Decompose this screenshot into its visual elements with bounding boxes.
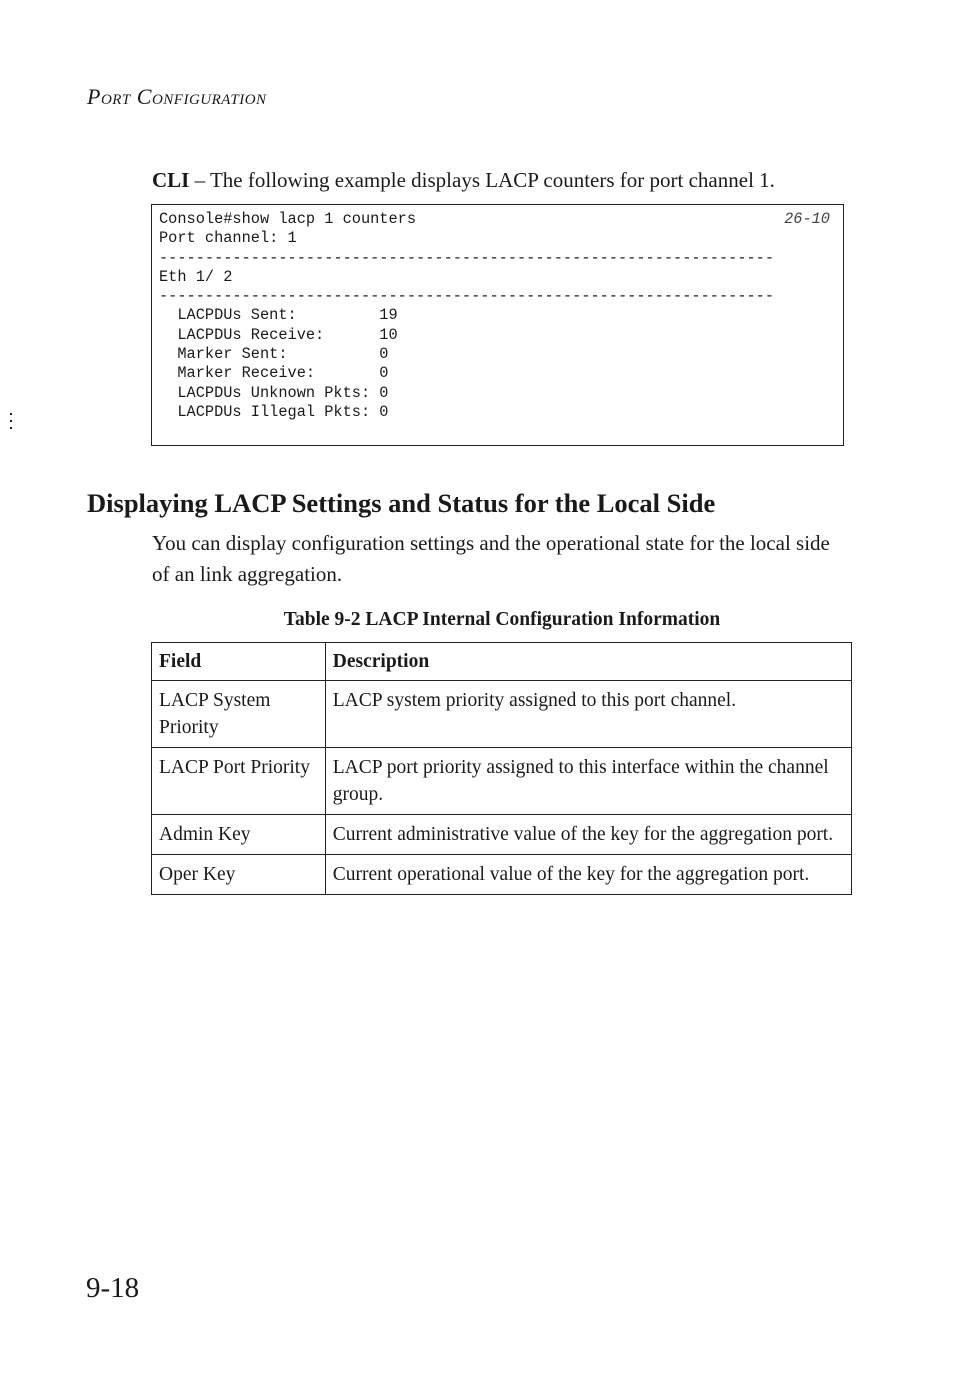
row-field: LACP System Priority — [152, 681, 326, 748]
header-field: Field — [152, 643, 326, 681]
page-number: 9-18 — [86, 1272, 140, 1304]
row-field: Admin Key — [152, 815, 326, 855]
row-description: Current administrative value of the key for the aggregation port. — [325, 815, 851, 855]
code-reference: 26-10 — [784, 210, 830, 228]
cli-label: CLI — [152, 168, 190, 192]
table-row — [152, 681, 852, 748]
code-example-box — [151, 204, 844, 446]
header-description: Description — [325, 643, 851, 681]
row-field: LACP Port Priority — [152, 748, 326, 815]
row-description: Current operational value of the key for the aggregation port. — [325, 855, 851, 895]
vertical-ellipsis-icon — [10, 413, 14, 434]
table-row — [152, 748, 852, 815]
section-paragraph: You can display configuration settings and the operational state for the local side of an link aggregation. — [152, 531, 830, 586]
table-row — [152, 815, 852, 855]
row-description: LACP port priority assigned to this interface within the channel group. — [325, 748, 851, 815]
lacp-info-table — [151, 642, 852, 895]
cli-intro — [152, 168, 775, 193]
section-heading: Displaying LACP Settings and Status for the Local Side — [87, 488, 716, 518]
table-row — [152, 855, 852, 895]
table-header-row — [152, 643, 852, 681]
table-caption: Table 9-2 LACP Internal Configuration Information — [283, 609, 721, 630]
code-example-text: Console#show lacp 1 counters Port channel: 1 ------------------------------------------------------------------- Eth 1/ 2 ------------------------------------------------------------------- LACPDUs Sent: 19 LACPDUs Receive: 10 Marker Sent: 0 Marker Receive: 0 LACPDUs Unknown Pkts: 0 LACPDUs Illegal Pkts: 0 — [159, 210, 775, 421]
running-header: Port Configuration — [87, 84, 267, 109]
row-description: LACP system priority assigned to this port channel. — [325, 681, 851, 748]
cli-intro-text: – The following example displays LACP counters for port channel 1. — [189, 168, 775, 192]
row-field: Oper Key — [152, 855, 326, 895]
